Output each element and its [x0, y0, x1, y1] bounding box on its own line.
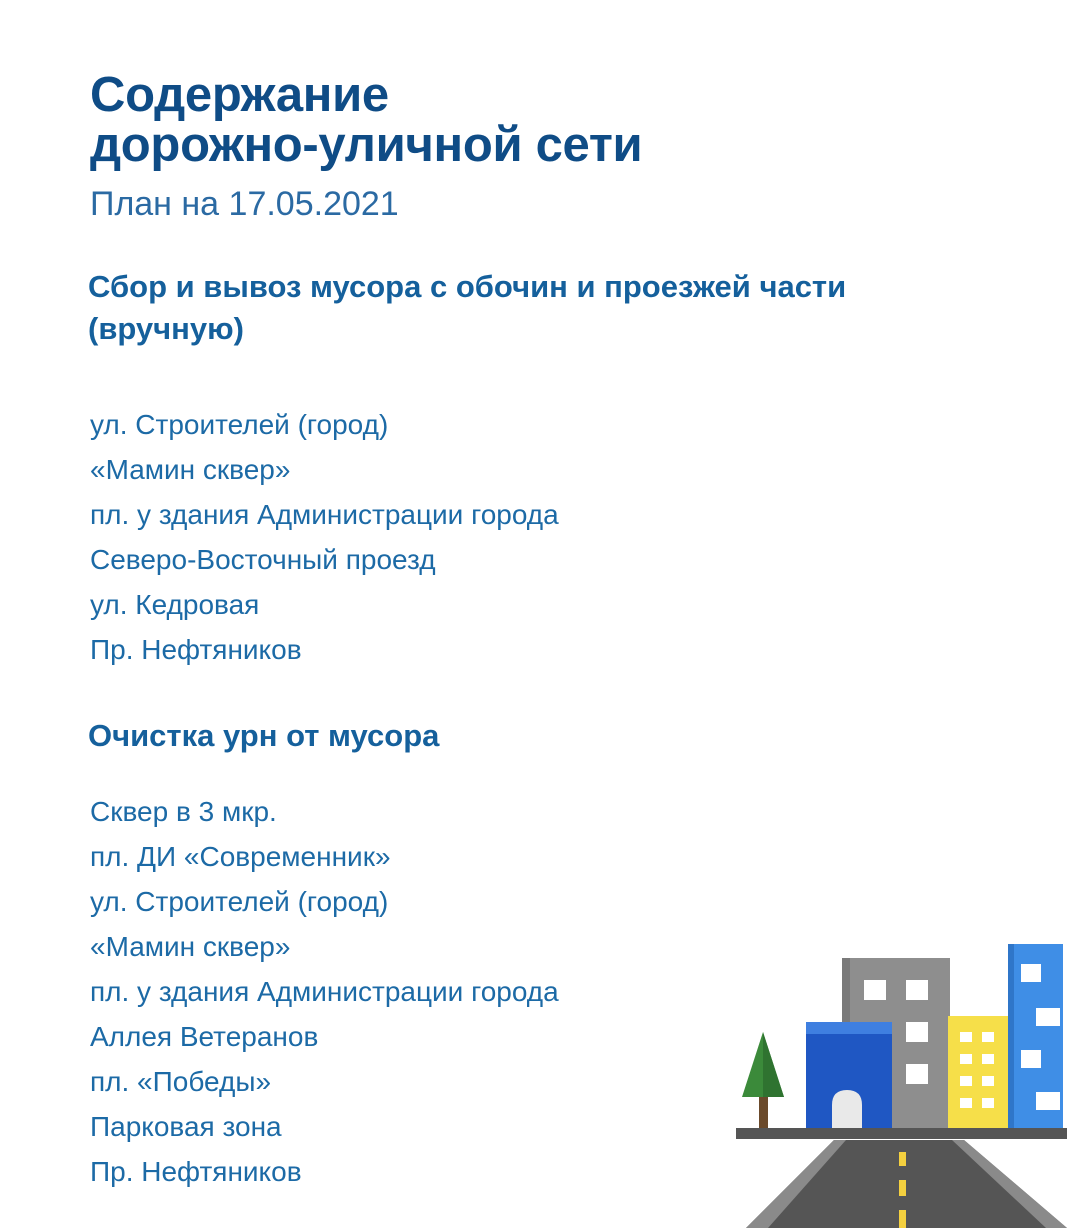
- garbage-collection-locations-list: [90, 402, 559, 672]
- section-title-line-1: Сбор и вывоз мусора с обочин и проезжей части: [88, 269, 847, 304]
- section-title-bin-cleaning: [88, 715, 439, 757]
- page-title-line-2: дорожно-уличной сети: [90, 118, 643, 172]
- section-title-garbage-collection: [88, 266, 846, 350]
- page-title: [90, 70, 642, 170]
- list-item: пл. ДИ «Современник»: [90, 841, 391, 872]
- list-item: Северо-Восточный проезд: [90, 544, 436, 575]
- list-item: Пр. Нефтяников: [90, 1156, 302, 1187]
- list-item: ул. Строителей (город): [90, 409, 389, 440]
- list-item: Пр. Нефтяников: [90, 634, 302, 665]
- tree-highlight: [763, 1032, 784, 1097]
- list-item: ул. Строителей (город): [90, 886, 389, 917]
- road-marking: [899, 1210, 906, 1228]
- list-item: Сквер в 3 мкр.: [90, 796, 277, 827]
- list-item: пл. у здания Администрации города: [90, 499, 559, 530]
- tree-trunk: [759, 1094, 768, 1128]
- road-marking: [899, 1180, 906, 1196]
- list-item: Аллея Ветеранов: [90, 1021, 319, 1052]
- list-item: Парковая зона: [90, 1111, 282, 1142]
- page-title-line-1: Содержание: [90, 68, 389, 122]
- section-title-line-1: Очистка урн от мусора: [88, 718, 440, 753]
- yellow-building: [948, 1016, 1008, 1128]
- bin-cleaning-locations-list: [90, 789, 559, 1194]
- list-item: «Мамин сквер»: [90, 931, 291, 962]
- section-title-line-2: (вручную): [88, 311, 244, 346]
- list-item: «Мамин сквер»: [90, 454, 291, 485]
- list-item: пл. у здания Администрации города: [90, 976, 559, 1007]
- street-platform: [736, 1128, 1067, 1139]
- city-road-illustration-icon: [736, 940, 1067, 1228]
- road-marking: [899, 1152, 906, 1166]
- list-item: пл. «Победы»: [90, 1066, 272, 1097]
- plan-date: План на 17.05.2021: [90, 185, 399, 223]
- list-item: ул. Кедровая: [90, 589, 260, 620]
